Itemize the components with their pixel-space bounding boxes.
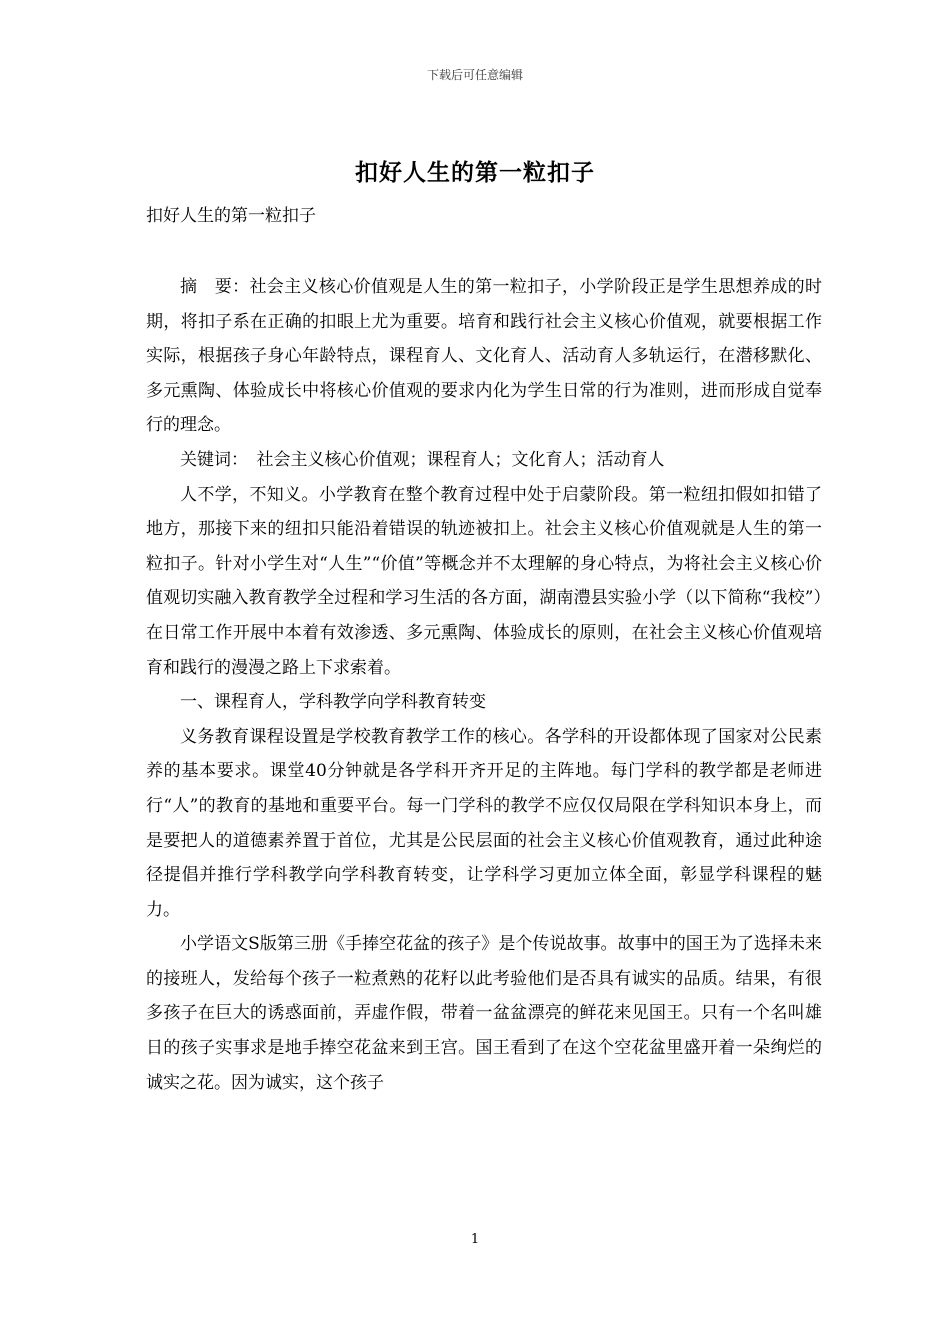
abstract-paragraph: 摘 要：社会主义核心价值观是人生的第一粒扣子，小学阶段正是学生思想养成的时期，将扣子系在正确的扣眼上尤为重要。培育和践行社会主义核心价值观，就要根据工作实际，根据孩子身心年龄特点，课程育人、文化育人、活动育人多轨运行，在潜移默化、多元熏陶、体验成长中将核心价值观的要求内化为学生日常的行为准则，进而形成自觉奉行的理念。: [146, 277, 822, 436]
body-paragraph: 义务教育课程设置是学校教育教学工作的核心。各学科的开设都体现了国家对公民素养的基本要求。课堂40分钟就是各学科开齐开足的主阵地。每门学科的教学都是老师进行“人”的教育的基地和重要平台。每一门学科的教学不应仅仅局限在学科知识本身上，而是要把人的道德素养置于首位，尤其是公民层面的社会主义核心价值观教育，通过此种途径提倡并推行学科教学向学科教育转变，让学科学习更加立体全面，彰显学科课程的魅力。: [146, 726, 822, 920]
keywords-paragraph: 关键词： 社会主义核心价值观；课程育人；文化育人；活动育人: [180, 449, 665, 470]
page-header: 下载后可任意编辑: [426, 68, 523, 82]
document-body: [146, 270, 822, 1100]
page-number: 1: [470, 1232, 480, 1247]
section-heading: 一、课程育人，学科教学向学科教育转变: [180, 692, 486, 713]
body-paragraph: 小学语文S版第三册《手捧空花盆的孩子》是个传说故事。故事中的国王为了选择未来的接班人，发给每个孩子一粒煮熟的花籽以此考验他们是否具有诚实的品质。结果，有很多孩子在巨大的诱惑面前，弄虚作假，带着一盆盆漂亮的鲜花来见国王。只有一个名叫雄日的孩子实事求是地手捧空花盆来到王宫。国王看到了在这个空花盆里盛开着一朵绚烂的诚实之花。因为诚实，这个孩子: [146, 934, 822, 1093]
document-title: 扣好人生的第一粒扣子: [355, 159, 595, 186]
document-subtitle: 扣好人生的第一粒扣子: [146, 206, 316, 226]
intro-paragraph: 人不学，不知义。小学教育在整个教育过程中处于启蒙阶段。第一粒纽扣假如扣错了地方，那接下来的纽扣只能沿着错误的轨迹被扣上。社会主义核心价值观就是人生的第一粒扣子。针对小学生对“人生”“价值”等概念并不太理解的身心特点，为将社会主义核心价值观切实融入教育教学全过程和学习生活的各方面，湖南澧县实验小学（以下简称“我校”）在日常工作开展中本着有效渗透、多元熏陶、体验成长的原则，在社会主义核心价值观培育和践行的漫漫之路上下求索着。: [146, 484, 822, 678]
